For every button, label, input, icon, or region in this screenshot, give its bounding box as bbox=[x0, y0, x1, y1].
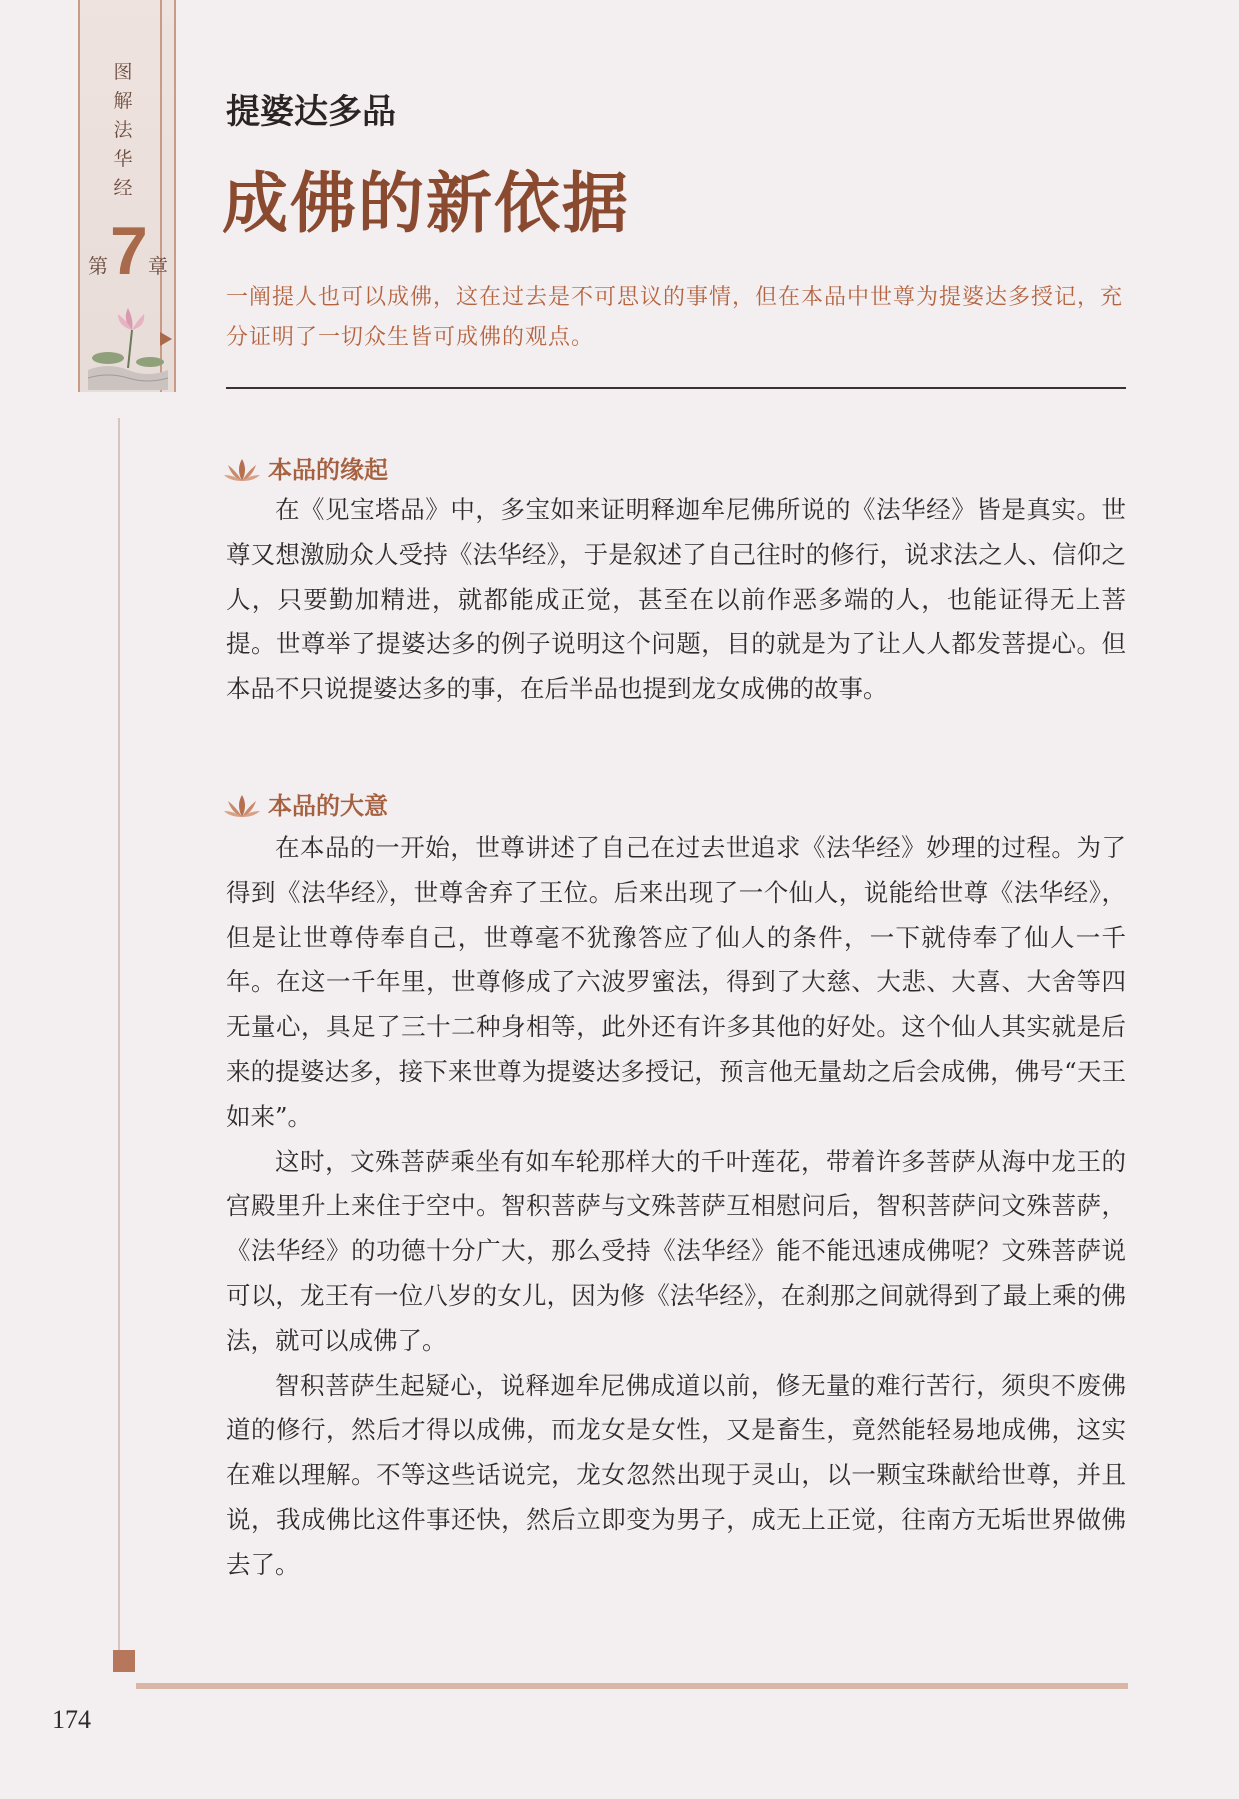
chapter-prefix: 第 bbox=[88, 254, 108, 278]
page-number: 174 bbox=[52, 1705, 91, 1734]
section-heading bbox=[222, 786, 388, 821]
chapter-marker bbox=[86, 213, 172, 300]
corner-square-ornament bbox=[113, 1650, 135, 1672]
section-heading-label: 本品的缘起 bbox=[268, 456, 388, 484]
lotus-illustration-icon bbox=[88, 300, 168, 390]
book-title-char: 图 bbox=[113, 61, 133, 83]
lotus-bullet-icon bbox=[222, 793, 262, 821]
section-heading bbox=[222, 450, 388, 485]
chapter-pre-title: 提婆达多品 bbox=[226, 92, 396, 132]
paragraph: 在本品的一开始，世尊讲述了自己在过去世追求《法华经》妙理的过程。为了得到《法华经》，世尊舍弃了王位。后来出现了一个仙人，说能给世尊《法华经》，但是让世尊侍奉自己，世尊毫不犹豫答应了仙人的条件，一下就侍奉了仙人一千年。在这一千年里，世尊修成了六波罗蜜法，得到了大慈、大悲、大喜、大舍等四无量心，具足了三十二种身相等，此外还有许多其他的好处。这个仙人其实就是后来的提婆达多，接下来世尊为提婆达多授记，预言他无量劫之后会成佛，佛号“天王如来”。 bbox=[226, 833, 1126, 1131]
footer-rule bbox=[136, 1683, 1128, 1689]
paragraph: 在《见宝塔品》中，多宝如来证明释迦牟尼佛所说的《法华经》皆是真实。世尊又想激励众人受持《法华经》，于是叙述了自己往时的修行，说求法之人、信仰之人，只要勤加精进，就都能成正觉，甚至在以前作恶多端的人，也能证得无上菩提。世尊举了提婆达多的例子说明这个问题，目的就是为了让人人都发菩提心。但本品不只说提婆达多的事，在后半品也提到龙女成佛的故事。 bbox=[226, 495, 1126, 704]
margin-line bbox=[118, 418, 120, 1658]
book-title-char: 法 bbox=[113, 119, 133, 141]
chapter-suffix: 章 bbox=[148, 254, 168, 278]
section-heading-label: 本品的大意 bbox=[268, 792, 388, 820]
tab-arrow-icon bbox=[160, 332, 172, 346]
book-title-char: 华 bbox=[113, 148, 133, 170]
chapter-number: 7 bbox=[110, 213, 148, 289]
intro-text: 一阐提人也可以成佛，这在过去是不可思议的事情，但在本品中世尊为提婆达多授记，充分证明了一切众生皆可成佛的观点。 bbox=[226, 285, 1124, 350]
paragraph: 智积菩萨生起疑心，说释迦牟尼佛成道以前，修无量的难行苦行，须臾不废佛道的修行，然后才得以成佛，而龙女是女性，又是畜生，竟然能轻易地成佛，这实在难以理解。不等这些话说完，龙女忽然出现于灵山，以一颗宝珠献给世尊，并且说，我成佛比这件事还快，然后立即变为男子，成无上正觉，往南方无垢世界做佛去了。 bbox=[226, 1370, 1126, 1579]
lotus-bullet-icon bbox=[222, 457, 262, 485]
section-body bbox=[226, 826, 1126, 1588]
book-title-char: 经 bbox=[113, 177, 133, 199]
section-body bbox=[226, 488, 1126, 712]
divider bbox=[226, 387, 1126, 389]
book-title-char: 解 bbox=[113, 90, 133, 112]
book-title-vertical bbox=[108, 58, 138, 203]
paragraph: 这时，文殊菩萨乘坐有如车轮那样大的千叶莲花，带着许多菩萨从海中龙王的宫殿里升上来住于空中。智积菩萨与文殊菩萨互相慰问后，智积菩萨问文殊菩萨，《法华经》的功德十分广大，那么受持《法华经》能不能迅速成佛呢？文殊菩萨说可以，龙王有一位八岁的女儿，因为修《法华经》，在刹那之间就得到了最上乘的佛法，就可以成佛了。 bbox=[226, 1146, 1126, 1355]
page-title: 成佛的新依据 bbox=[222, 164, 630, 242]
